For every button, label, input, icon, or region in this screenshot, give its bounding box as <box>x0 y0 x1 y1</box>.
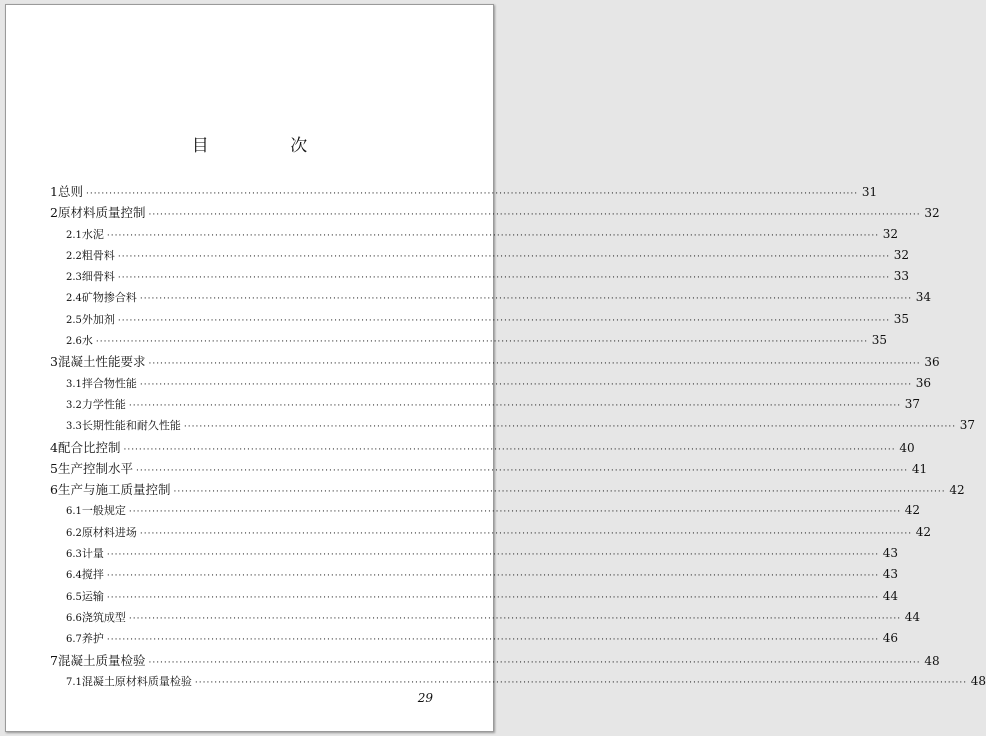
toc-number: 3.2 <box>66 399 82 411</box>
leader-dots: ········································································································································································································ <box>128 507 902 518</box>
toc-label: 浇筑成型 <box>81 610 126 624</box>
toc-label: 原材料质量控制 <box>57 205 146 221</box>
toc-page: 37 <box>904 396 921 411</box>
leader-dots: ········································································································································································································ <box>148 657 921 668</box>
toc-entry[interactable] <box>50 351 940 372</box>
toc-number: 6.3 <box>66 549 82 561</box>
toc-page: 46 <box>882 631 899 646</box>
toc-label: 水 <box>81 334 93 348</box>
toc-entry[interactable] <box>50 287 932 308</box>
leader-dots: ········································································································································································································ <box>117 273 891 284</box>
leader-dots: ········································································································································································································ <box>183 422 957 433</box>
toc-number: 6 <box>50 482 58 498</box>
leader-dots: ········································································································································································································ <box>128 400 902 411</box>
toc-label: 运输 <box>81 589 104 603</box>
toc-page: 31 <box>861 185 878 199</box>
toc-number: 6.6 <box>66 612 82 624</box>
leader-dots: ········································································································································································································ <box>106 592 880 603</box>
toc-page: 35 <box>893 311 910 326</box>
toc-page: 32 <box>893 247 910 262</box>
toc-entry[interactable] <box>50 224 899 245</box>
toc-label: 粗骨料 <box>81 248 115 262</box>
toc-entry[interactable] <box>50 479 965 500</box>
toc-entry[interactable] <box>50 522 932 543</box>
leader-dots: ········································································································································································································ <box>85 189 859 199</box>
leader-dots: ········································································································································································································ <box>106 550 880 561</box>
toc-page: 42 <box>904 503 921 518</box>
toc-number: 3 <box>50 354 58 370</box>
toc-entry[interactable] <box>50 202 940 223</box>
toc-number: 2.5 <box>66 314 82 326</box>
toc-label: 细骨料 <box>81 270 115 284</box>
toc-entry[interactable] <box>50 543 899 564</box>
toc-number: 2.4 <box>66 293 82 305</box>
toc-label: 总则 <box>57 184 83 199</box>
toc-entry[interactable] <box>50 181 878 202</box>
leader-dots: ········································································································································································································ <box>173 487 946 498</box>
toc-label: 计量 <box>81 547 104 561</box>
toc-number: 2.3 <box>66 272 82 284</box>
leader-dots: ········································································································································································································ <box>135 465 909 476</box>
toc-entry[interactable] <box>50 628 899 649</box>
toc-number: 6.7 <box>66 634 82 646</box>
toc-page: 43 <box>882 567 899 582</box>
toc-title: 目 次 <box>191 136 346 156</box>
toc-entry[interactable] <box>50 309 910 330</box>
toc-entry[interactable] <box>50 650 940 671</box>
toc-page: 48 <box>924 653 940 668</box>
toc-page: 42 <box>915 524 932 539</box>
toc-label: 混凝土性能要求 <box>57 354 146 370</box>
toc-entry[interactable] <box>50 564 899 585</box>
toc-label: 生产控制水平 <box>57 460 133 476</box>
toc-number: 2.2 <box>66 250 82 262</box>
leader-dots: ········································································································································································································ <box>117 315 891 326</box>
toc-number: 2.6 <box>66 336 82 348</box>
toc-number: 6.5 <box>66 591 82 603</box>
toc-entry[interactable] <box>50 671 986 692</box>
toc-label: 长期性能和耐久性能 <box>81 419 181 433</box>
toc-page: 37 <box>959 418 976 433</box>
toc-number: 7.1 <box>66 676 82 688</box>
toc-label: 拌合物性能 <box>81 376 137 390</box>
leader-dots: ········································································································································································································ <box>139 294 913 305</box>
toc-entry[interactable] <box>50 394 921 415</box>
toc-label: 混凝土质量检验 <box>57 652 146 668</box>
toc-number: 2 <box>50 205 58 221</box>
toc-label: 生产与施工质量控制 <box>57 482 171 498</box>
toc-page: 44 <box>882 588 899 603</box>
leader-dots: ········································································································································································································ <box>148 210 921 221</box>
leader-dots: ········································································································································································································ <box>148 359 921 370</box>
leader-dots: ········································································································································································································ <box>139 528 913 539</box>
toc-number: 2.1 <box>66 229 82 241</box>
toc-label: 力学性能 <box>81 397 126 411</box>
toc-label: 搅拌 <box>81 568 104 582</box>
toc-page: 32 <box>924 206 940 221</box>
toc-number: 5 <box>50 460 58 476</box>
toc-page: 33 <box>893 269 910 284</box>
toc-label: 矿物掺合料 <box>81 291 137 305</box>
leader-dots: ········································································································································································································ <box>106 230 880 241</box>
toc-number: 6.1 <box>66 506 82 518</box>
toc-number: 4 <box>50 439 58 455</box>
toc-number: 1 <box>50 184 58 199</box>
toc-entry[interactable] <box>50 586 899 607</box>
toc-label: 一般规定 <box>81 504 126 518</box>
toc-entry[interactable] <box>50 373 932 394</box>
page-number: 29 <box>417 691 433 705</box>
leader-dots: ········································································································································································································ <box>106 571 880 582</box>
toc-page: 34 <box>915 290 932 305</box>
toc-entry[interactable] <box>50 458 928 479</box>
toc-page: 43 <box>882 546 899 561</box>
toc-label: 外加剂 <box>81 312 115 326</box>
toc-entry[interactable] <box>50 607 921 628</box>
toc-page: 41 <box>911 461 928 476</box>
leader-dots: ········································································································································································································ <box>117 251 891 262</box>
leader-dots: ········································································································································································································ <box>106 635 880 646</box>
toc-label: 水泥 <box>81 227 104 241</box>
toc-page: 36 <box>915 375 932 390</box>
leader-dots: ········································································································································································································ <box>128 613 902 624</box>
toc-entry[interactable] <box>50 330 888 351</box>
document-page <box>5 4 986 732</box>
toc-number: 6.2 <box>66 527 82 539</box>
leader-dots: ········································································································································································································ <box>139 379 913 390</box>
leader-dots: ········································································································································································································ <box>123 444 896 455</box>
toc-number: 3.1 <box>66 378 82 390</box>
toc-entry[interactable] <box>50 266 910 287</box>
toc-page: 36 <box>924 355 940 370</box>
toc-list <box>50 181 986 692</box>
toc-number: 7 <box>50 652 58 668</box>
toc-entry[interactable] <box>50 245 910 266</box>
toc-page: 35 <box>871 333 888 348</box>
leader-dots: ········································································································································································································ <box>194 677 968 688</box>
toc-entry[interactable] <box>50 500 921 521</box>
toc-number: 3.3 <box>66 421 82 433</box>
toc-entry[interactable] <box>50 437 915 458</box>
toc-page: 32 <box>882 226 899 241</box>
toc-page: 44 <box>904 609 921 624</box>
toc-number: 6.4 <box>66 570 82 582</box>
toc-page: 40 <box>899 440 915 455</box>
toc-label: 混凝土原材料质量检验 <box>81 674 192 688</box>
toc-label: 配合比控制 <box>57 439 121 455</box>
toc-label: 养护 <box>81 632 104 646</box>
leader-dots: ········································································································································································································ <box>95 337 869 348</box>
toc-page: 42 <box>949 483 965 498</box>
toc-label: 原材料进场 <box>81 525 137 539</box>
toc-page: 48 <box>970 673 986 688</box>
toc-entry[interactable] <box>50 415 976 436</box>
